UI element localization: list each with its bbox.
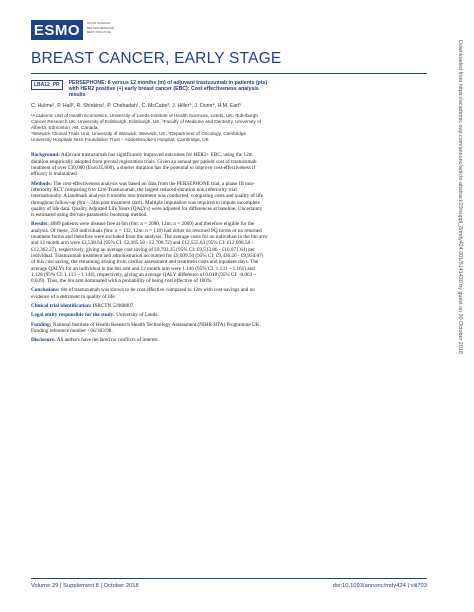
header-divider — [31, 73, 427, 74]
abstract-affiliations — [31, 113, 261, 143]
abstract-authors: C. Hulme¹, P. Hall², R. Shinkins¹, P. Chehadah¹, C. McCabe³, J. Hiller⁴, J. Dunn⁴, H.M. Earl⁵ — [31, 102, 242, 109]
abstract-id-badge: LBA12_PR — [31, 80, 63, 90]
disclosure: Disclosure: All authors have declared no conflicts of interest. — [31, 337, 159, 344]
background-paragraph: Background: Adjuvant trastuzumab has significantly improved outcomes for HER2+ EBC, using the 12m duration empirically adopted from pivotal registration trials. Given an annual per patient cost of trastuzumab treatment of over £30,000 (Euro35,000), a shorter duration has the potential to improve cost-effectiveness if efficacy is maintained. — [31, 152, 257, 178]
abstract-body — [31, 152, 267, 343]
conclusions-paragraph: Conclusions: 6m of trastuzumab was shown to be cost effective compared to 12m with cost-savings and no evidence of a detriment to quality of life. — [31, 287, 255, 300]
page-footer — [31, 583, 427, 589]
esmo-logo: ESMO — [31, 20, 83, 40]
section-title: BREAST CANCER, EARLY STAGE — [31, 50, 282, 67]
trial-identification: Clinical trial identification: ISRCTN 52968807. — [31, 303, 135, 310]
results-paragraph: Results: 4089 patients were disease free at 6m (6m: n = 2080, 12m: n = 2009) and therefore eligible for the analysis. Of these, 250 individuals (6m: n = 132, 12m: n = 118) had either no returned PQ forms or no returned treatment forms and therefore were excluded from the analysis. The average costs for an individual in the 6m arm and 12 month arm were £2,538.64 (95% CI: £2,385.58 - £2,700.72) and £12,555.63 (95% CI: £12,098.58 - £12,362.27), respectively, giving an average cost saving of £9,793.25 (95% CI: £9,513.86 - £10,071.64) per individual. Trastuzumab treatment and administration accounted for £9,699.50 (95% CI: £9,436.20 - £9,954.67) of this cost saving, the remaining arising from cardiac assessment and treatment costs and inpatient days. The average QALYs for an individual in the 6m arm and 12 month arm were 1.146 (95% CI: 1.131 – 1.161) and 1.128 (95% CI: 1.113 – 1.144), respectively, giving an average QALY difference of 0.018 (95% CI: -0.003 – 0.039). Thus, the 6m arm dominated with a probability of being cost effective of 100%. — [31, 221, 267, 285]
funding: Funding: National Institute of Health Research Health Technology Assessment (NIHR HTA) Programme UK. Funding reference number - 06/303/98. — [31, 321, 261, 334]
abstract — [31, 80, 427, 347]
footer-divider — [31, 578, 427, 579]
legal-entity: Legal entity responsible for the study: University of Leeds. — [31, 312, 159, 319]
affiliation-line: ¹Academic Unit of Health Economics, University of Leeds-Institute of Health Sciences, Leeds, UK, ²Edinburgh Cancer Research UK, University of Edinburgh, Edinburgh, UK, ³Faculty of Medicine and Dentistry, University of Alberta, Edmonton, AB, Canada, — [31, 113, 261, 131]
footer-volume-info: Volume 29 | Supplement 8 | October 2018 — [31, 583, 139, 589]
abstract-header — [31, 80, 427, 99]
footer-doi-link[interactable]: doi:10.1093/annonc/mdy424 | viii703 — [332, 583, 427, 589]
methods-paragraph: Methods: The cost-effectiveness analysis was based on data from the PERSEPHONE trial, a phase III non-inferiority RCT comparing 6 to 12m Trastuzumab, the largest reduced-duration non-inferiority trial internationally. A landmark analysis 6 months into treatment was conducted, comparing costs and quality of life throughout follow-up (6m – 24m post treatment start). Multiple imputation was required to impute incomplete quality of life data. Quality Adjusted Life Years (QALYs) were adjusted for differences at baseline. Uncertainty is estimated using the non-parametric bootstrap method. — [31, 180, 264, 219]
abstract-title: PERSEPHONE: 6 versus 12 months (m) of adjuvant trastuzumab in patients (pts) with HER2 positive (+) early breast cancer (EBC): Cost effectiveness analysis results — [68, 80, 268, 99]
journal-logo — [31, 20, 114, 40]
affiliation-line: ⁴Warwick Clinical Trials Unit, University of Warwick, Warwick, UK, ⁵Department of Oncology, Cambridge University Hospitals NHS Foundation Trust – Addenbrooke's Hospital, Cambridge, UK — [31, 131, 247, 143]
logo-tagline: GOOD SCIENCE BETTER MEDICINE BEST PRACTICE — [87, 21, 115, 35]
download-watermark: Downloaded from https://academic.oup.com/annonc/article-abstract/29/suppl_8/mdy424.001/5141430 by guest on 30 October 2018 — [457, 40, 463, 354]
